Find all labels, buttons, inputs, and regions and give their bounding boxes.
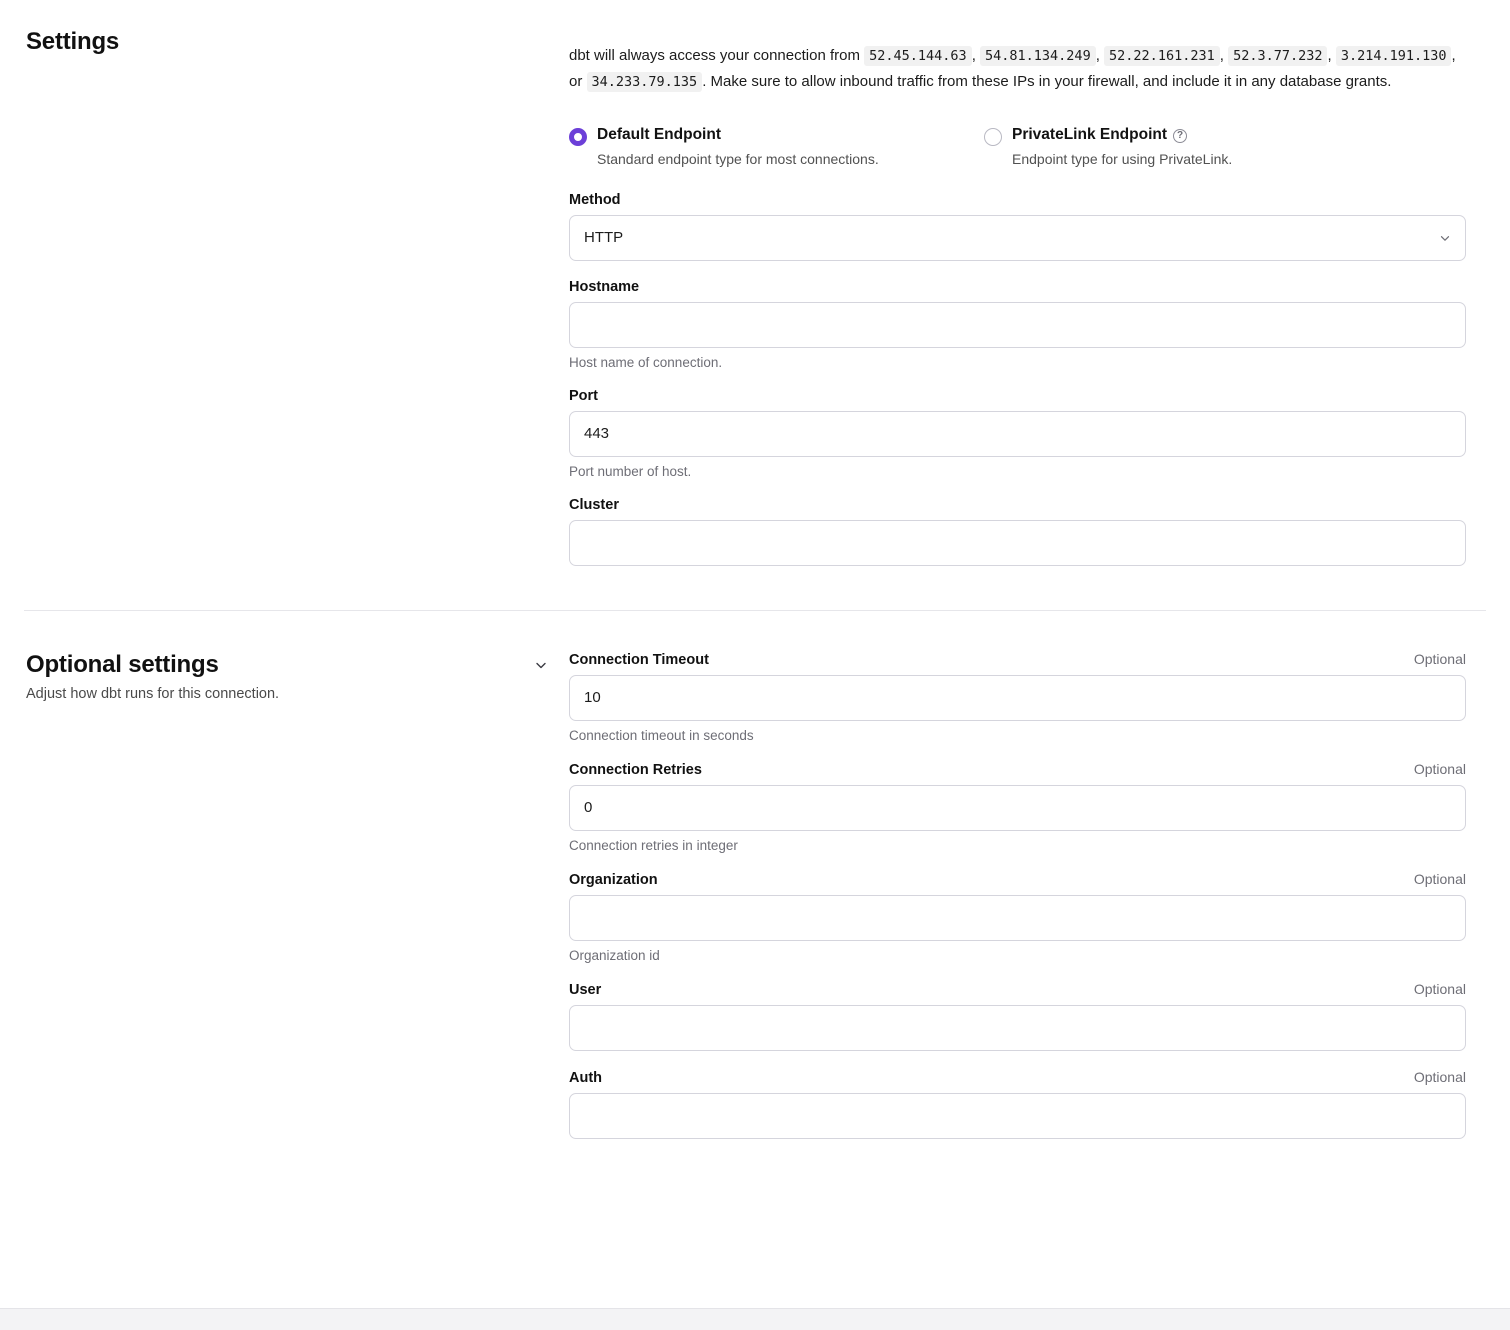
- field-label-port: Port: [569, 388, 598, 404]
- field-label-method: Method: [569, 192, 621, 208]
- field-user: [569, 981, 1466, 1051]
- ip-sep-1: ,: [971, 47, 976, 64]
- optional-badge-auth: Optional: [1413, 1069, 1466, 1085]
- settings-section: [0, 0, 1510, 566]
- field-label-connection-retries: Connection Retries: [569, 762, 702, 778]
- optional-settings-body: [569, 651, 1486, 1139]
- ip-address-2: 54.81.134.249: [980, 46, 1096, 66]
- cluster-input[interactable]: [569, 520, 1466, 566]
- chevron-down-icon[interactable]: [533, 657, 549, 673]
- field-port: [569, 388, 1466, 479]
- optional-badge-connection-timeout: Optional: [1413, 651, 1466, 667]
- optional-settings-section: [0, 611, 1510, 1139]
- radio-indicator-privatelink-endpoint[interactable]: [984, 128, 1002, 146]
- field-connection-retries: [569, 761, 1466, 853]
- field-label-user: User: [569, 982, 602, 998]
- method-select-wrapper[interactable]: [569, 215, 1466, 261]
- field-cluster: [569, 497, 1466, 566]
- field-label-auth: Auth: [569, 1070, 603, 1086]
- field-label-connection-timeout: Connection Timeout: [569, 652, 709, 668]
- field-auth: [569, 1069, 1466, 1139]
- ip-address-6: 34.233.79.135: [587, 72, 703, 92]
- connection-timeout-input[interactable]: 10: [569, 675, 1466, 721]
- radio-label-privatelink-text: PrivateLink Endpoint: [1012, 126, 1168, 143]
- user-input[interactable]: [569, 1005, 1466, 1051]
- field-hostname: [569, 279, 1466, 370]
- endpoint-type-radio-group: [569, 125, 1466, 168]
- field-method: [569, 192, 1466, 261]
- radio-desc-default-endpoint: Standard endpoint type for most connections.: [597, 151, 879, 167]
- hostname-input[interactable]: [569, 302, 1466, 348]
- ip-allowlist-notice: [569, 43, 1466, 95]
- hint-port: Port number of host.: [569, 464, 692, 479]
- ip-notice-lead: dbt will always access your connection from: [569, 47, 860, 64]
- field-label-hostname: Hostname: [569, 279, 640, 295]
- settings-section-body: [569, 28, 1486, 566]
- optional-settings-description: Adjust how dbt runs for this connection.: [26, 686, 280, 702]
- ip-address-5: 3.214.191.130: [1336, 46, 1452, 66]
- radio-label-default-endpoint: Default Endpoint: [597, 126, 721, 143]
- field-organization: [569, 871, 1466, 963]
- organization-input[interactable]: [569, 895, 1466, 941]
- ip-notice-trail: . Make sure to allow inbound traffic from these IPs in your firewall, and include it in any database grants.: [702, 73, 1392, 90]
- field-label-cluster: Cluster: [569, 497, 619, 513]
- hint-connection-retries: Connection retries in integer: [569, 838, 738, 853]
- ip-sep-3: ,: [1219, 47, 1224, 64]
- hint-hostname: Host name of connection.: [569, 355, 723, 370]
- bottom-bar: [0, 1308, 1510, 1330]
- ip-sep-4: ,: [1327, 47, 1332, 64]
- optional-badge-user: Optional: [1413, 981, 1466, 997]
- optional-badge-connection-retries: Optional: [1413, 761, 1466, 777]
- optional-settings-title: Optional settings: [26, 651, 219, 678]
- settings-section-header: [24, 28, 569, 566]
- radio-indicator-default-endpoint[interactable]: [569, 128, 587, 146]
- ip-address-1: 52.45.144.63: [864, 46, 972, 66]
- optional-badge-organization: Optional: [1413, 871, 1466, 887]
- radio-desc-privatelink-endpoint: Endpoint type for using PrivateLink.: [1012, 151, 1233, 167]
- field-label-organization: Organization: [569, 872, 658, 888]
- radio-option-default-endpoint[interactable]: [569, 125, 984, 168]
- optional-settings-header: [24, 651, 569, 1139]
- port-input[interactable]: 443: [569, 411, 1466, 457]
- ip-address-4: 52.3.77.232: [1228, 46, 1327, 66]
- method-select[interactable]: HTTP: [569, 215, 1466, 261]
- auth-input[interactable]: [569, 1093, 1466, 1139]
- ip-or-word: , or: [569, 47, 1456, 90]
- field-connection-timeout: [569, 651, 1466, 743]
- connection-retries-input[interactable]: 0: [569, 785, 1466, 831]
- ip-address-3: 52.22.161.231: [1104, 46, 1220, 66]
- ip-sep-2: ,: [1095, 47, 1100, 64]
- radio-label-privatelink-endpoint: [1012, 125, 1232, 145]
- radio-option-privatelink-endpoint[interactable]: [984, 125, 1232, 168]
- hint-connection-timeout: Connection timeout in seconds: [569, 728, 754, 743]
- hint-organization: Organization id: [569, 948, 660, 963]
- page-title: Settings: [26, 28, 120, 55]
- help-icon[interactable]: ?: [1173, 129, 1187, 143]
